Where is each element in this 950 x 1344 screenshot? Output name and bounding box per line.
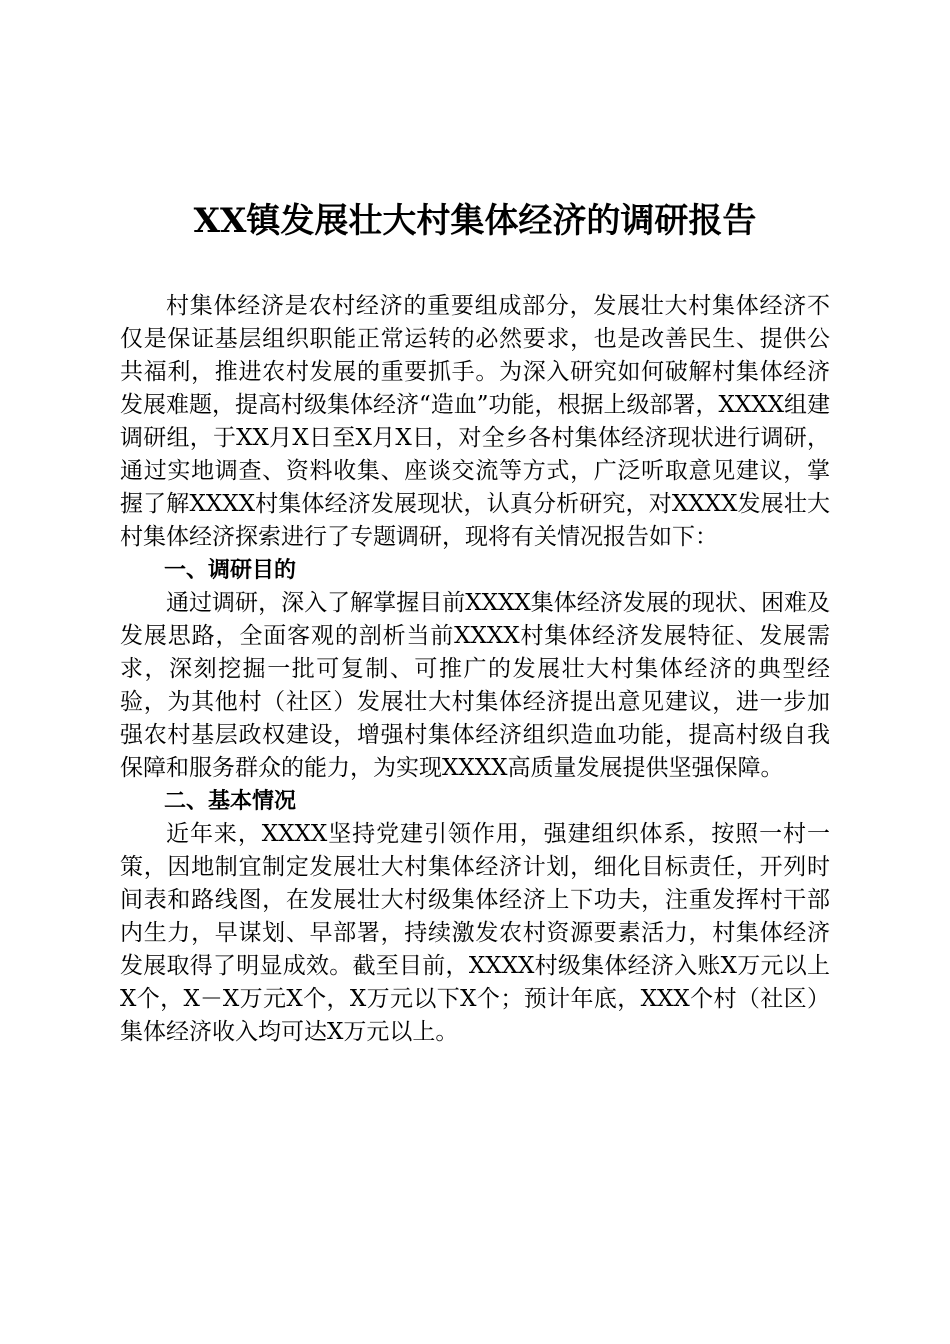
section-heading-purpose: 一、调研目的 bbox=[164, 558, 297, 583]
intro-paragraph: 村集体经济是农村经济的重要组成部分，发展壮大村集体经济不仅是保证基层组织职能正常运转的必然要求，也是改善民生、提供公共福利，推进农村发展的重要抓手。为深入研究如何破解村集体经济发展难题，提高村级集体经济“造血”功能，根据上级部署，XXXX组建调研组，于XX月X日至X月X日，对全乡各村集体经济现状进行调研，通过实地调查、资料收集、座谈交流等方式，广泛听取意见建议，掌握了解XXXX村集体经济发展现状，认真分析研究，对XXXX发展壮大村集体经济探索进行了专题调研，现将有关情况报告如下： bbox=[120, 293, 831, 550]
section-paragraph-basic-situation: 近年来，XXXX坚持党建引领作用，强建组织体系，按照一村一策，因地制宜制定发展壮大村集体经济计划，细化目标责任，开列时间表和路线图，在发展壮大村级集体经济上下功夫，注重发挥村干部内生力，早谋划、早部署，持续激发农村资源要素活力，村集体经济发展取得了明显成效。截至目前，XXXX村级集体经济入账X万元以上X个，X－X万元X个，X万元以下X个；预计年底，XXX个村（社区）集体经济收入均可达X万元以上。 bbox=[120, 821, 830, 1045]
document-title: XX镇发展壮大村集体经济的调研报告 bbox=[193, 201, 757, 241]
section-paragraph-purpose: 通过调研，深入了解掌握目前XXXX集体经济发展的现状、困难及发展思路，全面客观的剖析当前XXXX村集体经济发展特征、发展需求，深刻挖掘一批可复制、可推广的发展壮大村集体经济的典型经验，为其他村（社区）发展壮大村集体经济提出意见建议，进一步加强农村基层政权建设，增强村集体经济组织造血功能，提高村级自我保障和服务群众的能力，为实现XXXX高质量发展提供坚强保障。 bbox=[120, 590, 830, 781]
section-heading-basic-situation: 二、基本情况 bbox=[164, 789, 297, 814]
document-body bbox=[120, 290, 830, 1049]
